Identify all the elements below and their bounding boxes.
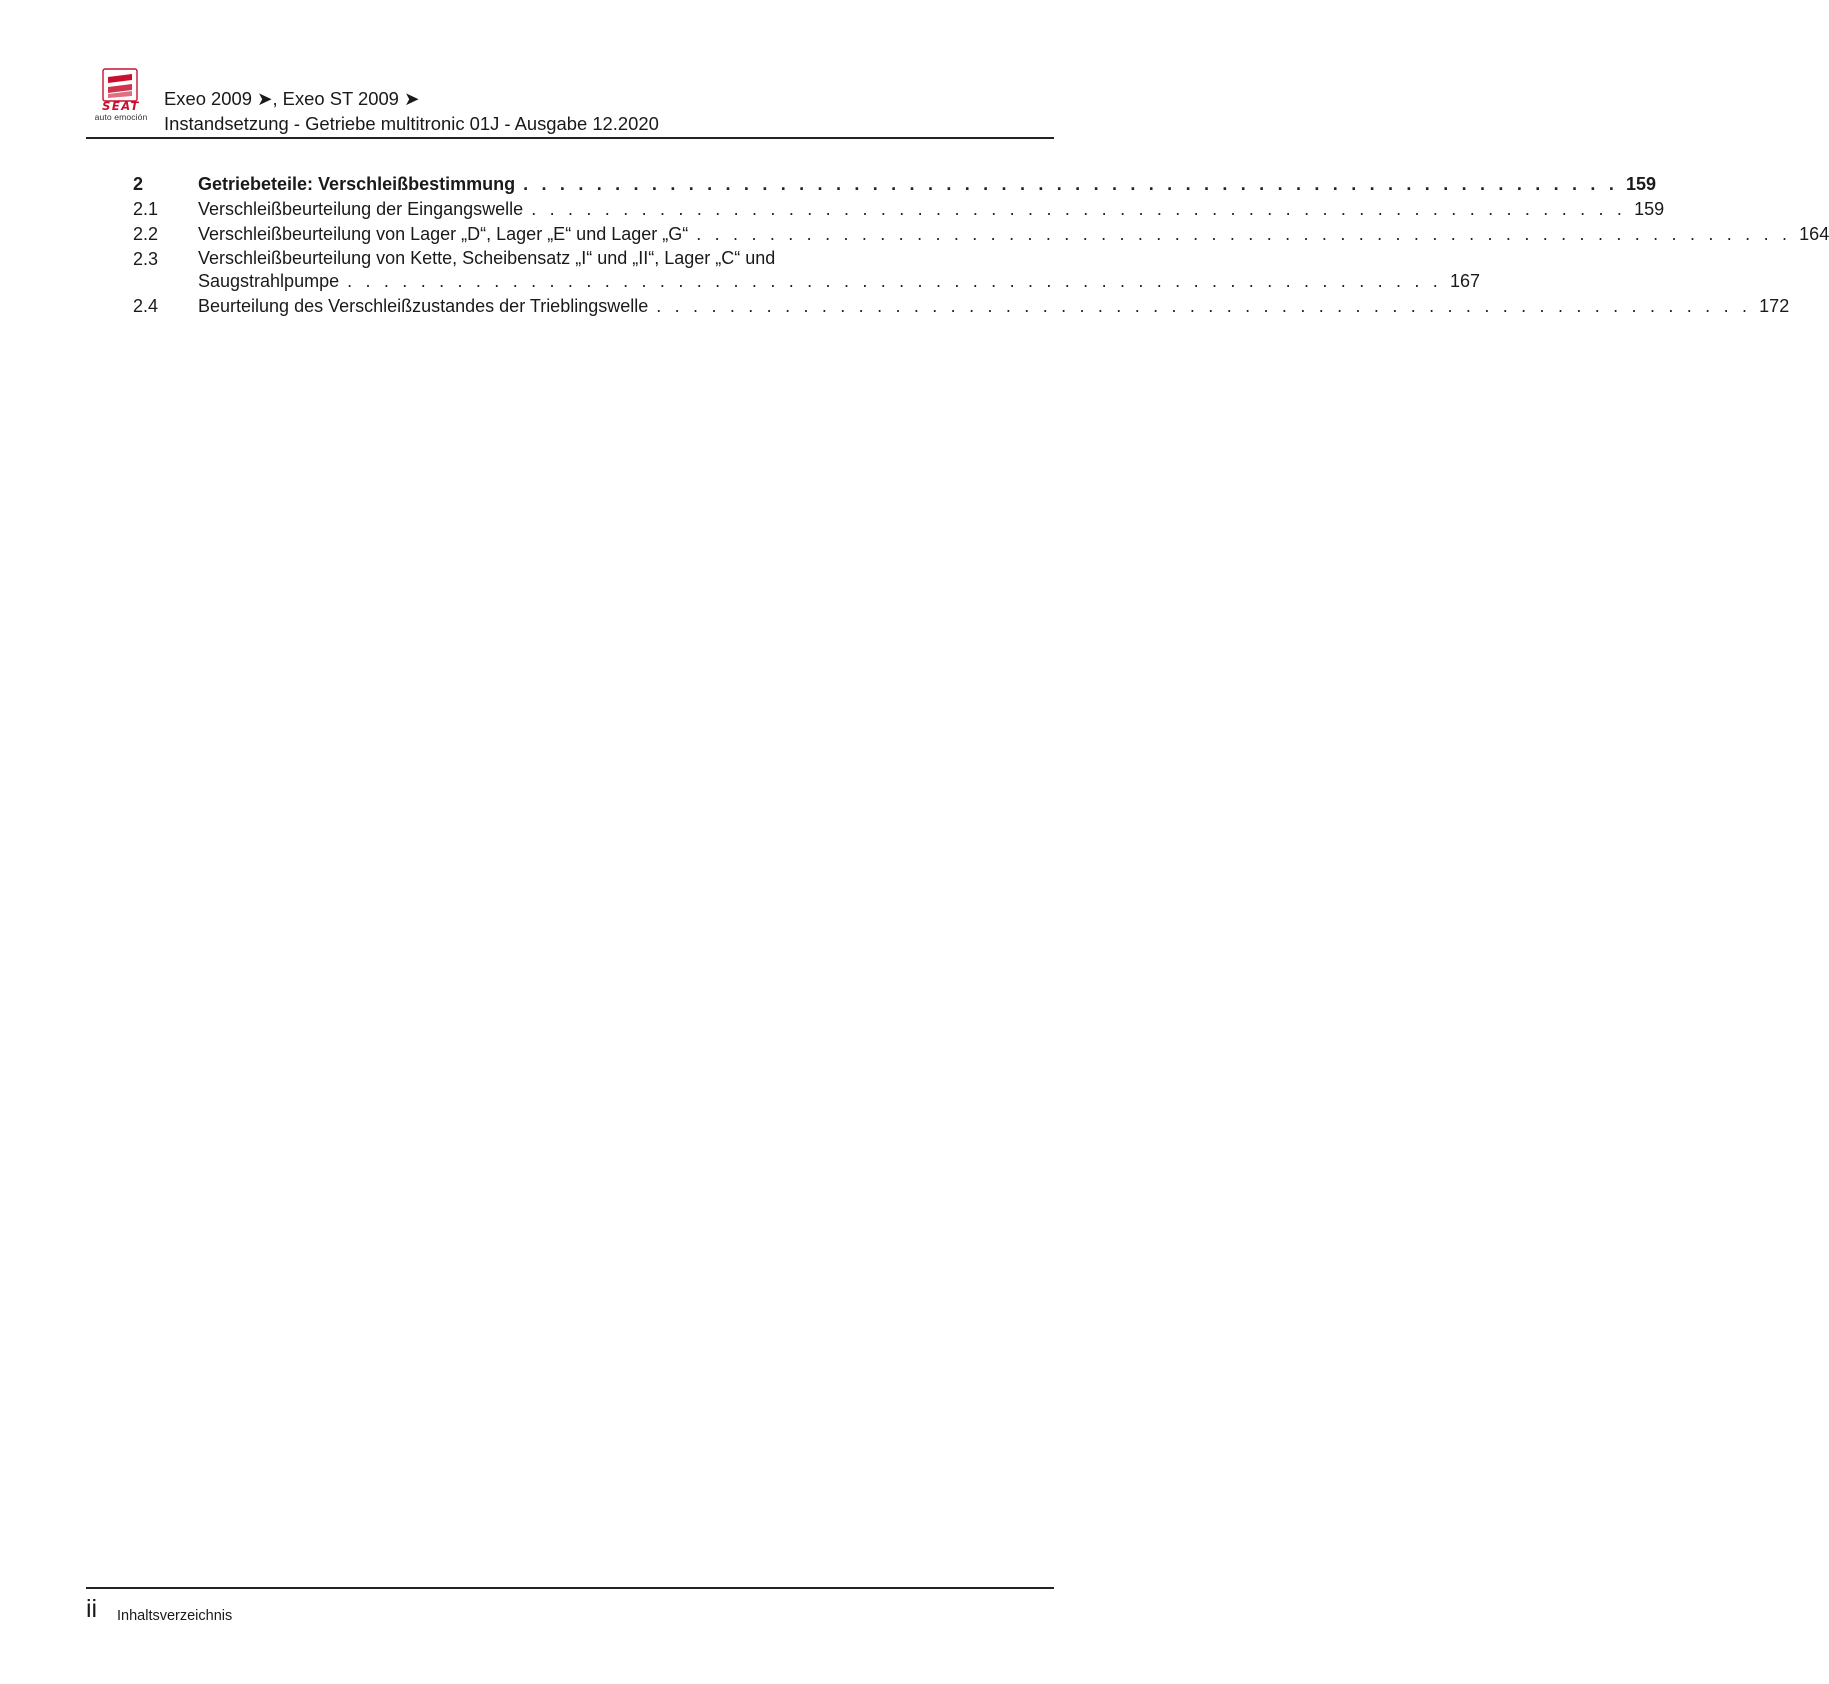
toc-entry-number: 2.1 — [133, 199, 159, 219]
dot-leader: . . . . . . . . . . . . . . . . . . . . . . . . . . . . . . . . . . . . . . . . . . . . . . . . . . . . . . . . . . . . — [531, 199, 1627, 219]
toc-entry-2-2[interactable] — [133, 222, 1829, 247]
toc-entry-page: 159 — [1626, 174, 1657, 194]
logo-tagline: auto emoción — [94, 112, 148, 122]
toc-entry-2-3[interactable] — [133, 247, 1481, 294]
toc-entry-page: 164 — [1799, 224, 1829, 244]
header-model-line: Exeo 2009 ➤, Exeo ST 2009 ➤ — [164, 88, 420, 109]
toc-entry-2[interactable] — [133, 172, 1657, 197]
toc-entry-title-line1: Verschleißbeurteilung von Kette, Scheibensatz „I“ und „II“, Lager „C“ und — [198, 248, 776, 268]
footer-rule — [86, 1587, 1054, 1589]
toc-entry-page: 172 — [1759, 296, 1790, 316]
toc-entry-number: 2.3 — [133, 249, 159, 269]
logo-brand: SEAT — [102, 99, 140, 113]
dot-leader: . . . . . . . . . . . . . . . . . . . . . . . . . . . . . . . . . . . . . . . . . . . . . . . . . . . . . . . . . . . . — [347, 271, 1443, 291]
toc-entry-2-4[interactable] — [133, 294, 1790, 319]
dot-leader: . . . . . . . . . . . . . . . . . . . . . . . . . . . . . . . . . . . . . . . . . . . . . . . . . . . . . . . . . . . . — [523, 174, 1619, 194]
toc-entry-title: Getriebeteile: Verschleißbestimmung — [198, 172, 523, 197]
footer-page-number: ii — [86, 1595, 98, 1623]
toc-entry-title: Verschleißbeurteilung der Eingangswelle — [198, 197, 531, 222]
footer-section-label: Inhaltsverzeichnis — [117, 1608, 233, 1624]
dot-leader: . . . . . . . . . . . . . . . . . . . . . . . . . . . . . . . . . . . . . . . . . . . . . . . . . . . . . . . . . . . . — [656, 296, 1752, 316]
toc-entry-title: Beurteilung des Verschleißzustandes der Trieblingswelle — [198, 294, 656, 319]
toc-entry-page: 167 — [1450, 271, 1481, 291]
toc-entry-number: 2.4 — [133, 296, 159, 316]
table-of-contents — [133, 172, 1829, 319]
header-rule — [86, 137, 1054, 139]
seat-logo — [86, 68, 156, 124]
header-manual-line: Instandsetzung - Getriebe multitronic 01J - Ausgabe 12.2020 — [164, 113, 659, 134]
toc-entry-number: 2 — [133, 174, 144, 194]
toc-entry-number: 2.2 — [133, 224, 159, 244]
toc-entry-2-1[interactable] — [133, 197, 1665, 222]
toc-entry-page: 159 — [1634, 199, 1665, 219]
seat-logo-icon — [102, 68, 138, 102]
dot-leader: . . . . . . . . . . . . . . . . . . . . . . . . . . . . . . . . . . . . . . . . . . . . . . . . . . . . . . . . . . . . — [696, 224, 1792, 244]
toc-entry-title-line2: Saugstrahlpumpe — [198, 269, 347, 294]
toc-entry-title: Verschleißbeurteilung von Lager „D“, Lager „E“ und Lager „G“ — [198, 222, 696, 247]
